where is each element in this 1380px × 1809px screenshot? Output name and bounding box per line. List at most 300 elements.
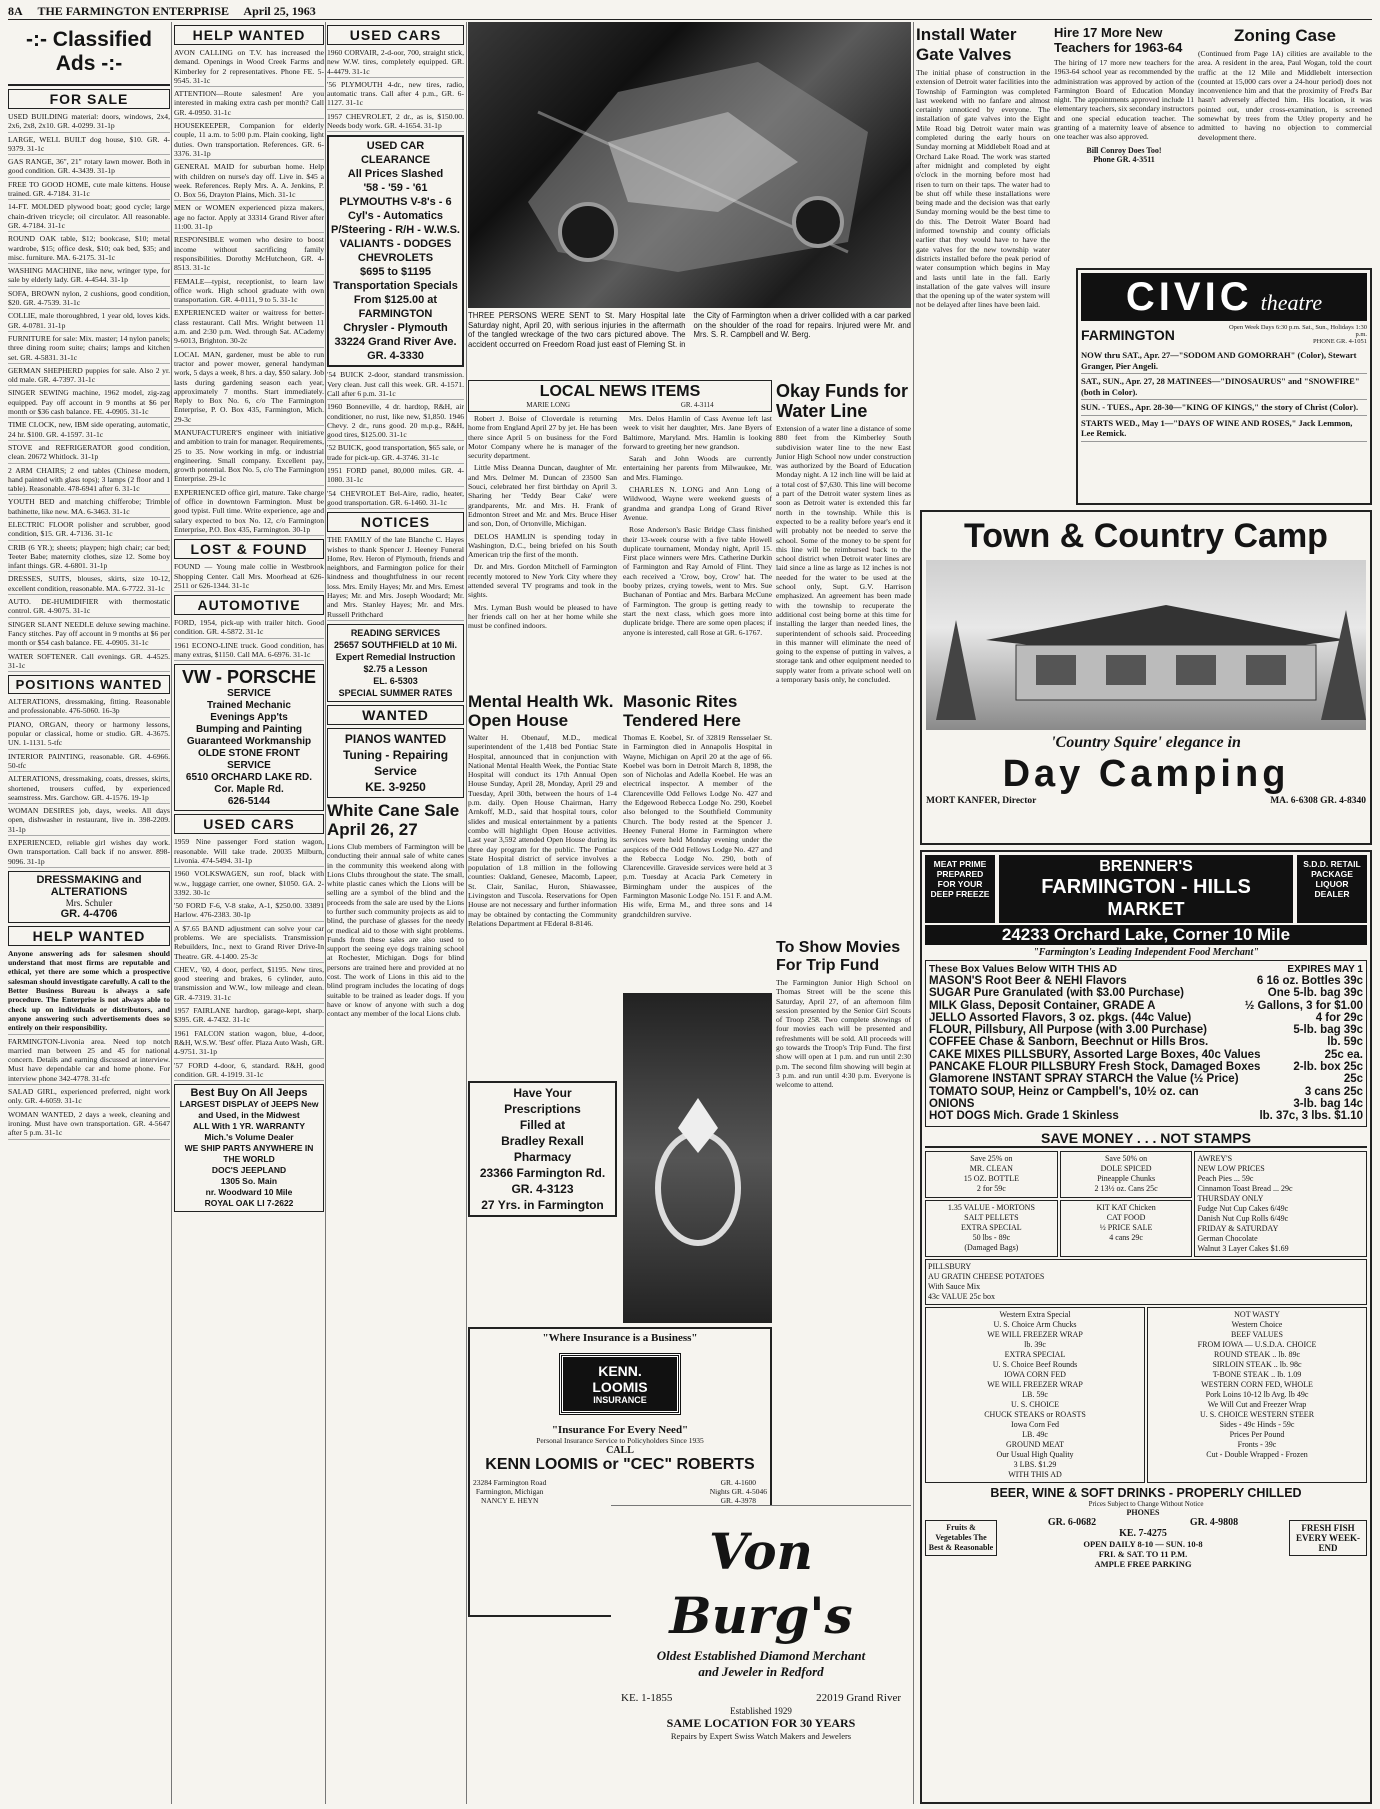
okay-funds-headline: Okay Funds for Water Line <box>776 381 909 421</box>
prescriptions-lines <box>472 1085 613 1213</box>
market-item-price: 6 16 oz. Bottles 39c <box>1256 975 1363 987</box>
used-cars-list <box>327 48 464 132</box>
market-name1: BRENNER'S <box>1099 858 1193 875</box>
civic-info <box>1081 324 1367 345</box>
special-line: Sides - 49c Hinds - 59c <box>1219 1419 1295 1429</box>
classified-ad: FORD, 1954, pick-up with trailer hitch. Good condition. GR. 4-5872. 31-1c <box>174 618 324 639</box>
special-line: CAT FOOD <box>1106 1212 1146 1222</box>
news-paragraph: Mrs. Lyman Bush would be pleased to have her friends call on her at her home while she must be confined indoors. <box>468 602 617 631</box>
classified-ad: WOMAN WANTED, 2 days a week, cleaning and ironing. Must have own transportation. GR. 4-5647 after 5 p.m. 31-1c <box>8 1110 170 1140</box>
camp-big: Day Camping <box>1002 753 1290 795</box>
special-line: 3 LBS. $1.29 <box>1013 1459 1057 1469</box>
prescriptions-line: Prescriptions <box>504 1102 581 1116</box>
market-fri: FRI. & SAT. TO 11 P.M. <box>1098 1548 1188 1559</box>
clearance-lines <box>331 139 460 363</box>
phones-label: PHONES <box>1126 1507 1160 1517</box>
civic-theatre-ad <box>1076 268 1372 505</box>
market-item <box>929 1098 1363 1110</box>
loomis-phone2: Nights GR. 4-5046 <box>709 1487 767 1496</box>
mr-clean-special <box>925 1151 1058 1198</box>
classified-ad: FURNITURE for sale: Mix. master; 14 nylon panels; three dining room suite; chairs; lamps and kitchen set. GR. 4-5831. 31-1c <box>8 334 170 364</box>
classified-ad: SINGER SLANT NEEDLE deluxe sewing machine. Fancy stitches. Pay off account in 9 months at $6 per month or $54 cash balance. FE. 4-0905. 31-1c <box>8 620 170 650</box>
market-parking: AMPLE FREE PARKING <box>1094 1558 1192 1569</box>
paper-name: THE FARMINGTON ENTERPRISE <box>37 4 230 18</box>
classified-ad: FARMINGTON-Livonia area. Need top notch married man between 25 and 45 for national concern. Details and earning discussed at interview. Must have dependable car and home phone. For interview phone 342-4778. 31-tfc <box>8 1037 170 1085</box>
market-header <box>925 855 1367 923</box>
classified-ad: INTERIOR PAINTING, reasonable. GR. 4-6966. 50-tfc <box>8 752 170 773</box>
dressmaking-ad <box>8 871 170 923</box>
market-item <box>929 1036 1363 1048</box>
market-item-price: 3-lb. bag 14c <box>1293 1097 1363 1110</box>
special-line: GROUND MEAT <box>1006 1439 1064 1449</box>
special-line: PILLSBURY <box>928 1261 972 1271</box>
classified-ad: 1951 FORD panel, 80,000 miles. GR. 4-1080. 31-1c <box>327 466 464 487</box>
classified-ad: DRESSES, SUITS, blouses, skirts, size 10-12, excellent condition, reasonable. MA. 6-7722. 31-1c <box>8 574 170 595</box>
show-listing: STARTS WED., May 1—"DAYS OF WINE AND ROSES," Jack Lemmon, Lee Remick. <box>1081 416 1367 442</box>
special-line: 15 OZ. BOTTLE <box>963 1173 1020 1183</box>
special-line: 4 cans 29c <box>1109 1232 1143 1242</box>
show-listing: NOW thru SAT., Apr. 27—"SODOM AND GOMORRAH" (Color), Stewart Granger, Pier Angeli. <box>1081 348 1367 374</box>
save-money-banner: SAVE MONEY . . . NOT STAMPS <box>925 1130 1367 1148</box>
loomis-address1: 23284 Farmington Road <box>473 1478 547 1487</box>
special-line: NOT WASTY <box>1234 1309 1280 1319</box>
loomis-sign-insurance: INSURANCE <box>593 1395 647 1405</box>
jeeps-line: ALL With 1 YR. WARRANTY <box>193 1121 305 1132</box>
classified-ad: ALTERATIONS, dressmaking, coats, dresses, skirts, shortened, trousers cuffed, by experienced seamstress. Mrs. Garchow. GR. 4-1576. 19-1p <box>8 774 170 804</box>
classified-ad: 1957 FAIRLANE hardtop, garage-kept, sharp. $395. GR. 4-7432. 31-1c <box>174 1006 324 1027</box>
special-line: WITH THIS AD <box>1008 1469 1062 1479</box>
pianos-line: KE. 3-9250 <box>365 779 426 794</box>
loomis-tagline: "Insurance For Every Need" <box>551 1424 689 1436</box>
camp-phones: MA. 6-6308 GR. 4-8340 <box>1270 796 1366 806</box>
cat-food-special <box>1060 1200 1193 1257</box>
special-line: With Sauce Mix <box>928 1281 981 1291</box>
positions-wanted-header: POSITIONS WANTED <box>8 675 170 694</box>
prescriptions-line: 27 Yrs. in Farmington <box>481 1198 604 1212</box>
special-line: Iowa Corn Fed <box>1011 1419 1059 1429</box>
classified-ad: AVON CALLING on T.V. has increased the demand. Openings in Wood Creek Farms and Kimberley for 2 representatives. Phone FE. 5-9545. 31-1c <box>174 48 324 87</box>
loomis-phone3: GR. 4-3978 <box>720 1496 757 1505</box>
special-line: THURSDAY ONLY <box>1197 1193 1264 1203</box>
special-line: 43c VALUE 25c box <box>928 1291 996 1301</box>
special-line: U. S. CHOICE <box>1010 1399 1059 1409</box>
market-item <box>929 1061 1363 1073</box>
market-item-name: SUGAR Pure Granulated (with $3.00 Purchase) <box>929 987 1184 1000</box>
special-line: FRIDAY & SATURDAY <box>1197 1223 1279 1233</box>
market-phone2: GR. 4-9808 <box>1189 1516 1239 1528</box>
market-item-price: lb. 37c, 3 lbs. $1.10 <box>1259 1110 1363 1123</box>
market-items <box>929 975 1363 1123</box>
prescriptions-ad <box>468 1081 617 1217</box>
camp-director: MORT KANFER, Director <box>926 796 1037 806</box>
accident-photo <box>468 22 911 308</box>
special-line: LB. 59c <box>1022 1389 1048 1399</box>
white-cane-story: Lions Club members of Farmington will be conducting their annual sale of white canes in the community this weekend along with Lions Clubs throughout the state. The small, white plastic canes which the Lions will be selling are a symbol of the blind and the proceeds from the sale are used by the Lions to further such community projects as aid to blind, the purchase of glasses for the needy or medical aid to those with sight problems. Funds from these sales are also used to support the seeing eye dogs training school at Rochester, Michigan. Dogs for blind persons are trained here and provided at no cost. The work of Lions in this aid to the blind program includes the locating of dogs suitable to be trained as leader dogs. If you have or know of anyone with such a dog contact any member of the local Lions club. <box>327 841 464 1019</box>
clearance-line: 33224 Grand River Ave. <box>334 336 457 349</box>
box-values-head <box>929 964 1363 975</box>
loomis-contact <box>473 1478 767 1505</box>
special-line: Fronts - 39c <box>1237 1439 1277 1449</box>
special-line: (Damaged Bags) <box>964 1242 1019 1252</box>
issue-date: April 25, 1963 <box>243 4 316 18</box>
special-line: Save 25% on <box>970 1153 1013 1163</box>
local-news-title: LOCAL NEWS ITEMS <box>539 383 701 400</box>
special-line: U. S. Choice Beef Rounds <box>992 1359 1078 1369</box>
classified-ad: '54 BUICK 2-door, standard transmission. Very clean. Just call this week. GR. 4-1571. Call after 6 p.m. 31-1c <box>327 370 464 400</box>
camp-building-image <box>926 560 1366 730</box>
jeeps-title: Best Buy On All Jeeps <box>190 1087 308 1100</box>
classified-ad: ATTENTION—Route salesmen! Are you interested in making extra cash per month? Call GR. 4-0950. 31-1c <box>174 89 324 119</box>
teachers-headline: Hire 17 More New Teachers for 1963-64 <box>1054 25 1183 55</box>
vonburg-same: SAME LOCATION FOR 30 YEARS <box>666 1716 856 1730</box>
jeeps-lines <box>177 1099 321 1209</box>
special-line: U. S. CHOICE WESTERN STEER <box>1199 1409 1315 1419</box>
classified-ad: '54 CHEVROLET Bel-Aire, radio, heater, good transportation. GR. 6-1460. 31-1c <box>327 489 464 510</box>
white-cane-headline: White Cane Sale April 26, 27 <box>327 800 460 839</box>
mental-health-block <box>468 689 617 1323</box>
market-meat-badge: MEAT PRIME PREPARED FOR YOUR DEEP FREEZE <box>925 855 995 923</box>
loomis-name: KENN LOOMIS or "CEC" ROBERTS <box>485 1456 755 1473</box>
market-box-values <box>925 960 1367 1127</box>
rule <box>171 22 172 1804</box>
special-line: Pineapple Chunks <box>1097 1173 1156 1183</box>
special-line: T-BONE STEAK .. lb. 1.09 <box>1212 1369 1302 1379</box>
special-line: lb. 39c <box>1024 1339 1046 1349</box>
ring-photo <box>623 993 772 1323</box>
classified-ad: 1961 ECONO-LINE truck. Good condition, has many extras, $1150. Call MA. 6-6976. 31-1c <box>174 641 324 662</box>
special-line: WE WILL FREEZER WRAP <box>987 1329 1083 1339</box>
special-line: We Will Cut and Freezer Wrap <box>1207 1399 1307 1409</box>
market-item <box>929 1110 1363 1122</box>
market-item <box>929 1049 1363 1061</box>
loomis-phone1: GR. 4-1600 <box>720 1478 757 1487</box>
reading-line: Expert Remedial Instruction <box>335 651 456 662</box>
mental-health-story: Walter H. Obenauf, M.D., medical superintendent of the 1,418 bed Pontiac State Hospital, announced that in conjunction with National Mental Health Week, the Pontiac State Hospital will conduct its 17th Annual Open House Sunday, April 28, Monday, April 29 and Tuesday, April 30th, between the hours of 1-4 p.m. daily. Open House Chairman, Harry Arnkoff, M.D., said that hospital tours, color slides and musical entertainment by a patients combo will highlight Open House activities. Last year 3,592 attended Open House during its three day program for the public. The Pontiac State Hospital district of service involves a population of 1.8 million in the following counties: Oakland, Genesee, Macomb, Lapeer, St. Clair, Sanilac, Huron, Shiawassee, Livingston and Tuscola. Reservations for Open House are not necessary and further information may be obtained by contacting the Community Relations Department at FEderal 8-8146. <box>468 733 617 928</box>
civic-name: CIVIC <box>1125 275 1253 319</box>
special-line: U. S. Choice Arm Chucks <box>993 1319 1077 1329</box>
market-item-price: 25c ea. <box>1324 1048 1363 1061</box>
special-line: LB. 49c <box>1022 1429 1048 1439</box>
market-item-name: MASON'S Root Beer & NEHI Flavors <box>929 975 1127 987</box>
clearance-line: CHEVROLETS <box>357 252 434 265</box>
notices-text: THE FAMILY of the late Blanche C. Hayes wishes to thank Spencer J. Heeney Funeral Home, Rev. Heron of Plymouth, friends and neighbors, and Farmington police for their kindness and thoughtfulness in our recent loss. Mrs. Emily Hayes; Mr. and Mrs. Ernest Hayes; Mr. and Mrs. Joseph Woodard; Mr. and Mrs. Stanley Hayes; Mr. and Mrs. Russell Prithchard <box>327 535 464 621</box>
classified-ad: LARGE, WELL BUILT dog house, $10. GR. 4-9379. 31-1c <box>8 135 170 156</box>
vonburg-address: 22019 Grand River <box>816 1692 901 1704</box>
special-line: WESTERN CORN FED, WHOLE <box>1201 1379 1313 1389</box>
news-paragraph: Sarah and John Woods are currently entertaining her parents from Milwaukee, Mr. and Mrs. Flamingo. <box>623 454 772 482</box>
news-paragraph: Little Miss Deanna Duncan, daughter of Mr. and Mrs. Delmer M. Duncan of 23500 San Souci, celebrated her first birthday on April 3. Sharing her 'Teddy Bear Cake' were grandparents, Mr. and Mrs. H. Frank of Edmonton Street and Mr. and Mrs. Bruce Hiser and son, Don, of Ortonville, Michigan. <box>468 463 617 529</box>
classified-ad: SOFA, BROWN nylon, 2 cushions, good condition, $20. GR. 4-7539. 31-1c <box>8 289 170 310</box>
loomis-agent: NANCY E. HEYN <box>480 1496 539 1505</box>
classified-ad: LOCAL MAN, gardener, must be able to run tractor and power mower, general handyman work, 5 days a week, 8 hrs. a day, $50 salary. Job lasts during gardening season each year, approximately 7 months. Start immediately. Reply to Box No. 6, c/o The Farmington Enterprise, P. O. Box 435, Farmington, Mich. 29-3c <box>174 350 324 426</box>
prescriptions-line: Have Your <box>513 1086 572 1100</box>
notices-header: NOTICES <box>327 512 464 532</box>
special-line: 1.35 VALUE - MORTONS <box>947 1202 1035 1212</box>
market-prices-note: Prices Subject to Change Without Notice <box>1088 1499 1204 1508</box>
rule <box>325 22 326 1804</box>
market-ad <box>920 850 1372 1804</box>
clearance-line: VALIANTS - DODGES <box>339 238 452 251</box>
western-special <box>925 1307 1145 1483</box>
classified-ad: YOUTH BED and matching chifferobe; Trimble bathinette, like new. MA. 6-3463. 31-1c <box>8 497 170 518</box>
special-line: SIRLOIN STEAK .. lb. 98c <box>1212 1359 1302 1369</box>
vonburg-name: Von Burg's <box>669 1522 853 1645</box>
civic-hours-block <box>1227 324 1367 345</box>
water-valves-headline: Install Water Gate Valves <box>916 25 1017 64</box>
phone-row <box>1001 1517 1285 1528</box>
pianos-line: Tuning - Repairing <box>342 747 449 762</box>
automotive-list <box>174 618 324 661</box>
zoning-column <box>1198 22 1372 290</box>
classified-ad: A $7.65 BAND adjustment can solve your car problems. We are specialists. Transmission Rebuilders, Inc., next to Grand River Drive-In Theatre. GR. 4-1400. 25-3c <box>174 924 324 963</box>
special-line: 2 for 59c <box>976 1183 1006 1193</box>
jeeps-line: nr. Woodward 10 Mile <box>205 1187 293 1198</box>
special-line: ROUND STEAK .. lb. 89c <box>1214 1349 1300 1359</box>
camp-tagline: 'Country Squire' elegance in <box>1051 734 1241 751</box>
special-line: Fudge Nut Cup Cakes 6/49c <box>1197 1203 1289 1213</box>
market-name3: MARKET <box>1107 899 1185 919</box>
vonburg-tag2: and Jeweler in Redford <box>698 1664 824 1679</box>
page-number: 8A <box>8 4 23 18</box>
help-wanted-column <box>174 22 324 1804</box>
reading-lines <box>330 627 461 699</box>
news-paragraph: Dr. and Mrs. Gordon Mitchell of Farmington recently motored to New York City where they attended several TV programs and took in the sights. <box>468 562 617 600</box>
special-line: BEEF VALUES <box>1231 1329 1283 1339</box>
jeeps-line: DOC'S JEEPLAND <box>211 1165 287 1176</box>
vw-line: Cor. Maple Rd. <box>214 784 284 796</box>
camp-ad <box>920 510 1372 845</box>
classified-ad: COLLIE, male thoroughbred, 1 year old, loves kids. GR. 4-0781. 31-1p <box>8 311 170 332</box>
specials-grid <box>925 1151 1367 1257</box>
classified-ad: 2 ARM CHAIRS; 2 end tables (Chinese modern, hand painted with glass tops); 3 lamps (2 floor and 1 table). Reasonable. 478-6941 after 6. 31-1c <box>8 466 170 496</box>
clearance-line: GR. 4-3330 <box>367 350 424 363</box>
classified-ad: TIME CLOCK, new, IBM side operating, automatic, 24 hr. $100. GR. 4-1597. 31-1c <box>8 420 170 441</box>
diamond-ring-image <box>638 1058 758 1258</box>
reading-line: EL. 6-5303 <box>373 675 418 686</box>
vw-lines <box>177 688 321 808</box>
jeeps-line: ROYAL OAK LI 7-2622 <box>204 1198 294 1209</box>
camp-title: Town & Country Camp <box>964 517 1328 555</box>
special-line: NEW LOW PRICES <box>1197 1163 1265 1173</box>
mental-health-headline: Mental Health Wk. Open House <box>468 692 614 730</box>
market-name2: FARMINGTON - HILLS <box>1041 876 1251 898</box>
clearance-line: All Prices Slashed <box>347 168 444 181</box>
box-values-expiry: EXPIRES MAY 1 <box>1287 964 1363 975</box>
help-wanted2-header: HELP WANTED <box>174 25 324 45</box>
market-item <box>929 1000 1363 1012</box>
help-wanted2-list <box>174 48 324 536</box>
pianos-ad <box>327 728 464 798</box>
vw-title: VW - PORSCHE <box>181 667 316 688</box>
help-notice: Anyone answering ads for salesmen should understand that most firms are reputable and ethical, yet there are some which a prospective salesman should investigate carefully. A call to the Better Business Bureau is always a safe procedure. The Enterprise is not always able to check up on individuals or distributors, and anyone answering such advertisements does so entirely on their responsibility. <box>8 949 170 1035</box>
market-slogan: "Farmington's Leading Independent Food Merchant" <box>1033 947 1259 958</box>
water-valves-story: The initial phase of construction in the extension of Detroit water facilities into the Township of Farmington was completed last weekend with no fanfare and almost certainly unnoticed by everyone. The installation of gate valves into the Eight Mile Road big Detroit water main was completed during the early hours on Sunday morning at Middlebelt Road and at Orchard Lake Road. The work was started after midnight and completed by eight o'clock in the morning before most had risen to turn on their taps. The water had to be shut off while these installations were being made and the decision was that early Sunday morning would be the best time to do this. The Detroit Water Board had informed township and county officials earlier that they would have to have the gate valves for the new township water districts installed before the peak period of water consumption which begins in May and lasts until late in the fall. Early installation of the gate valves will insure that the opening up of the water system will not be delayed after lines have been laid. <box>916 68 1050 310</box>
special-line: CHUCK STEAKS or ROASTS <box>984 1409 1086 1419</box>
classified-title: -:- Classified Ads -:- <box>8 22 170 86</box>
beer-banner: BEER, WINE & SOFT DRINKS - PROPERLY CHILLED <box>990 1485 1302 1500</box>
clearance-line: $695 to $1195 <box>360 266 431 279</box>
prescriptions-line: Bradley Rexall <box>501 1134 584 1148</box>
dressmaking-name: Mrs. Schuler <box>65 897 113 908</box>
special-line: Peach Pies ... 59c <box>1197 1173 1254 1183</box>
used-cars2-list <box>174 837 324 1081</box>
market-item-name: COFFEE Chase & Sanborn, Beechnut or Hills Bros. <box>929 1036 1209 1049</box>
pillsbury-special <box>925 1259 1367 1305</box>
box-values-title: These Box Values Below WITH THIS AD <box>929 964 1117 975</box>
camp-footer <box>926 796 1366 806</box>
special-line: 2 13½ oz. Cans 25c <box>1094 1183 1158 1193</box>
special-line: Save 50% on <box>1104 1153 1148 1163</box>
pianos-line: Service <box>374 763 417 778</box>
special-line: DOLE SPICED <box>1100 1163 1152 1173</box>
fish-box: FRESH FISH EVERY WEEK-END <box>1289 1520 1367 1556</box>
market-open: OPEN DAILY 8-10 — SUN. 10-8 <box>1083 1538 1203 1549</box>
vw-line: 626-5144 <box>227 796 271 808</box>
vw-line: SERVICE <box>227 760 271 772</box>
vw-line: SERVICE <box>227 688 271 700</box>
bill-line: Bill Conroy Does Too! <box>1086 145 1162 155</box>
classified-ad: MEN or WOMEN experienced pizza makers, age no factor. Apply at 33314 Grand River after 11:00. 31-1p <box>174 203 324 233</box>
special-line: Our Usual High Quality <box>996 1449 1074 1459</box>
vonburg-established: Established 1929 <box>730 1706 792 1716</box>
classified-ad: WATER SOFTENER. Call evenings. GR. 4-4525. 31-1c <box>8 652 170 673</box>
classified-ad: EXPERIENCED, reliable girl wishes day work. Own transportation. Call back if no answer. 898-9096. 31-1p <box>8 838 170 868</box>
market-item-name: Glamorene INSTANT SPRAY STARCH the Value (½ Price) <box>929 1073 1239 1086</box>
special-line: ½ PRICE SALE <box>1099 1222 1153 1232</box>
water-valves-column <box>916 22 1050 527</box>
classified-ad: USED BUILDING material: doors, windows, 2x4, 2x6, 2x8, 2x10. GR. 4-0299. 31-1p <box>8 112 170 133</box>
market-liquor-badge: S.D.D. RETAIL PACKAGE LIQUOR DEALER <box>1297 855 1367 923</box>
special-line: EXTRA SPECIAL <box>1004 1349 1066 1359</box>
beef-values <box>1147 1307 1367 1483</box>
market-item-name: HOT DOGS Mich. Grade 1 Skinless <box>929 1110 1119 1123</box>
zoning-headline: Zoning Case <box>1233 26 1336 45</box>
loomis-call: CALL <box>606 1445 634 1456</box>
special-line: WE WILL FREEZER WRAP <box>987 1379 1083 1389</box>
vw-line: Trained Mechanic <box>207 700 291 712</box>
special-line: Prices Per Pound <box>1229 1429 1285 1439</box>
columnist-phone: GR. 4-3114 <box>680 401 714 409</box>
classified-ad: WASHING MACHINE, like new, wringer type, for sale by elderly lady. GR. 4-4544. 31-1p <box>8 266 170 287</box>
civic-theatre-word: theatre <box>1260 290 1323 315</box>
classified-ad: '50 FORD F-6, V-8 stake, A-1, $250.00. 33891 Harlow. 476-2383. 30-1p <box>174 901 324 922</box>
classified-ad: 1957 CHEVROLET, 2 dr., as is, $150.00. Needs body work. GR. 4-1654. 31-1p <box>327 112 464 133</box>
jeeps-ad <box>174 1084 324 1212</box>
lost-found-header: LOST & FOUND <box>174 539 324 559</box>
market-item-price: 3 cans 25c <box>1304 1085 1363 1098</box>
special-line: German Chocolate <box>1197 1233 1258 1243</box>
zoning-story: (Continued from Page 1A) cilities are available to the area. A resident in the area, Paul Wogan, told the court traffic at the 12 Mile and Middlebelt intersection (counted at 15,000 cars over a 24-hour period) does not inconvenience him and that the proximity of Fred's Bar hasn't adversely affected him. His location, it was pointed out, under cross-examination, is screened somewhat by trees from the Utley property and he admitted to having no objection to commercial development there. <box>1198 49 1372 142</box>
special-line: EXTRA SPECIAL <box>961 1222 1022 1232</box>
classified-ad: 1959 Nine passenger Ford station wagon, reasonable. Will take trade. 20035 Milburn, Livonia. 474-5494. 31-1p <box>174 837 324 867</box>
market-phone1: GR. 6-0682 <box>1047 1516 1097 1528</box>
beef-grid <box>925 1307 1367 1483</box>
prescriptions-line: Pharmacy <box>513 1150 572 1164</box>
automotive-header: AUTOMOTIVE <box>174 595 324 615</box>
pineapple-special <box>1060 1151 1193 1198</box>
classified-column <box>8 22 170 1804</box>
jeeps-line: 1305 So. Main <box>220 1176 278 1187</box>
used-cars-column <box>327 22 464 1804</box>
market-item <box>929 1086 1363 1098</box>
clearance-line: FARMINGTON <box>358 308 433 321</box>
civic-logo <box>1081 273 1367 321</box>
local-news-banner <box>468 380 772 412</box>
market-name-block <box>999 855 1293 923</box>
special-line: AU GRATIN CHEESE POTATOES <box>928 1271 1045 1281</box>
vw-line: OLDE STONE FRONT <box>197 748 301 760</box>
civic-phone: PHONE GR. 4-1051 <box>1313 338 1367 345</box>
reading-line: READING SERVICES <box>350 627 441 638</box>
market-item-name: PANCAKE FLOUR PILLSBURY Fresh Stock, Damaged Boxes <box>929 1061 1261 1074</box>
market-item <box>929 1012 1363 1024</box>
used-cars3-list <box>327 370 464 509</box>
bill-phone: Phone GR. 4-3511 <box>1093 154 1155 164</box>
used-cars2-header: USED CARS <box>174 814 324 834</box>
classified-ad: AUTO. DE-HUMIDIFIER with thermostatic control. GR. 4-9075. 31-1c <box>8 597 170 618</box>
pianos-line: PIANOS WANTED <box>344 731 447 746</box>
classified-ad: RESPONSIBLE women who desire to boost income without sacrificing family responsibilities. Dorothy McHutcheon, GR. 4-8513. 31-1c <box>174 235 324 274</box>
vonburg-tag1: Oldest Established Diamond Merchant <box>656 1648 866 1663</box>
reading-ad <box>327 624 464 702</box>
jeeps-line: WE SHIP PARTS ANYWHERE IN THE WORLD <box>184 1143 314 1165</box>
reading-line: SPECIAL SUMMER RATES <box>338 687 453 698</box>
market-item-price: 4 for 29c <box>1315 1011 1363 1024</box>
market-contact <box>1001 1508 1285 1569</box>
classified-ad: FREE TO GOOD HOME, cute male kittens. House trained. GR. 4-7184. 31-1c <box>8 180 170 201</box>
masonic-story: Thomas E. Koebel, Sr. of 32819 Rensselaer St. in Farmington died in Annapolis Hospital in Wayne, Michigan on April 20 at the age of 66. Koebel was born in Detroit March 8, 1898, the son of Nicholas and Adella Koebel. He was an electrical inspector. A member of the Clarenceville Odd Fellows Lodge No. 427 and the Edgewood Rebecca Lodge No. 290, Koebel also belonged to the Southfield Community Church. The body rested at the Spencer J. Heeney Funeral Home in Farmington where services were held Monday evening under the auspices of the Odd Fellows Lodge No. 427 and the Rebecca Lodge No. 290, both of Clarenceville. Graveside services were held at 3 p.m. Tuesday at Acacia Park Cemetery in Birmingham under the auspices of the Farmington Masonic Lodge No. 151 F. and A.M. His wife, Erma M., and three sons and 14 grandchildren survive. <box>623 733 772 919</box>
news-lower <box>468 689 772 1323</box>
clearance-line: USED CAR <box>366 140 425 153</box>
clearance-line: CLEARANCE <box>360 154 431 167</box>
market-item-price: One 5-lb. bag 39c <box>1267 987 1363 1000</box>
special-line: SALT PELLETS <box>964 1212 1019 1222</box>
fruit-box: Fruits & Vegetables The Best & Reasonable <box>925 1520 997 1556</box>
photo-caption: THREE PERSONS WERE SENT to St. Mary Hospital late Saturday night, April 20, with serious injuries in the aftermath of the tangled wreckage of the two cars pictured above. The accident occurred on Freedom Road just east of Fleming St. in the City of Farmington when a driver collided with a car parked on the shoulder of the road for repairs. Injured were Mr. and Mrs. S. R. Campbell and W. Berg. <box>468 311 911 349</box>
classified-ad: 1960 Bonneville, 4 dr. hardtop, R&H, air conditioner, no rust, like new, $1,850. 1946 Chevy. 2 dr., runs good. 20 m.p.g., R&H, good tires, $125.00. 31-1c <box>327 402 464 441</box>
classified-ad: GERMAN SHEPHERD puppies for sale. Also 2 yr. old male. GR. 4-7397. 31-1c <box>8 366 170 387</box>
clearance-line: '58 - '59 - '61 PLYMOUTHS V-8's - 6 Cyl's - Automatics P/Steering - R/H - W.W.S. <box>331 182 460 237</box>
market-item <box>929 1073 1363 1085</box>
news-paragraph: Mrs. Delos Hamlin of Cass Avenue left last week to visit her daughter, Mrs. Jane Byers of Baltimore, Maryland. Mrs. Hamlin is looking forward to greeting her new grandson. <box>623 414 772 451</box>
classified-ad: 1960 CORVAIR, 2-d-oor, 700, straight stick, new W.W. tires, completely equipped. GR. 4-4479. 31-1c <box>327 48 464 78</box>
civic-hours: Open Week Days 6:30 p.m. Sat., Sun., Holidays 1:30 p.m. <box>1228 324 1367 338</box>
special-line: IOWA CORN FED <box>1004 1369 1066 1379</box>
accident-photo-block <box>468 22 911 376</box>
market-item-price: lb. 59c <box>1327 1036 1363 1049</box>
vonburg-repairs: Repairs by Expert Swiss Watch Makers and Jewelers <box>670 1731 852 1741</box>
rule <box>466 22 467 1804</box>
local-news-byline <box>471 401 769 409</box>
classified-ad: EXPERIENCED office girl, mature. Take charge of office in downtown Farmington. Must be good typist. Full time. Write experience, age and salary expected to box No. 12, c/o Farmington Enterprise, P.O. Box 435, Farmington. 30-1p <box>174 488 324 536</box>
classified-ad: FEMALE—typist, receptionist, to learn law office work. High school graduate with own transportation. GR. 4-0111, 9 to 5. 31-1c <box>174 277 324 307</box>
loomis-service: Personal Insurance Service to Policyholders Since 1935 <box>536 1436 704 1445</box>
special-line: KIT KAT Chicken <box>1096 1202 1156 1212</box>
classified-ad: STOVE and REFRIGERATOR good condition, clean. 20672 Whitlock. 31-1p <box>8 443 170 464</box>
movies-story: The Farmington Junior High School on Thomas Street will be the scene this Saturday, April 27, of an afternoon film session presented by the Senior Girl Scouts of Troop 258. Two complete showings of four movies each will be presented and refreshments will be sold. All proceeds will go towards the Troop's Trip Fund. The first show will open at 1 p.m. and run until 2:30 p.m. The second film showing will begin at 3 p.m. and run until 4:30 p.m. Everyone is welcome to attend. <box>776 978 911 1090</box>
classified-ad: 1960 VOLKSWAGEN, sun roof, black with w.w., luggage carrier, one owner, $1050. GA. 2-3392. 30-1c <box>174 869 324 899</box>
rule <box>913 22 914 1804</box>
market-item-price: 2-lb. box 25c <box>1293 1061 1363 1074</box>
loomis-address2: Farmington, Michigan <box>475 1487 544 1496</box>
help-wanted-header: HELP WANTED <box>8 926 170 946</box>
loomis-sign <box>560 1354 680 1414</box>
market-item <box>929 975 1363 987</box>
lost-found-ad: FOUND — Young male collie in Westbrook Shopping Center. Call Mrs. Moorhead at 626-2511 or 626-1344. 31-1c <box>174 562 324 592</box>
dressmaking-phone: GR. 4-4706 <box>60 907 118 920</box>
classified-ad: WOMAN DESIRES job, days, weeks. All days open, dishwasher in restaurant, live in. 398-2209. 31-1p <box>8 806 170 836</box>
news-paragraph: CHARLES N. LONG and Ann Long of Wildwood, Wayne were weekend guests of grandma and grandpa Long of Grand River Avenue. <box>623 485 772 522</box>
